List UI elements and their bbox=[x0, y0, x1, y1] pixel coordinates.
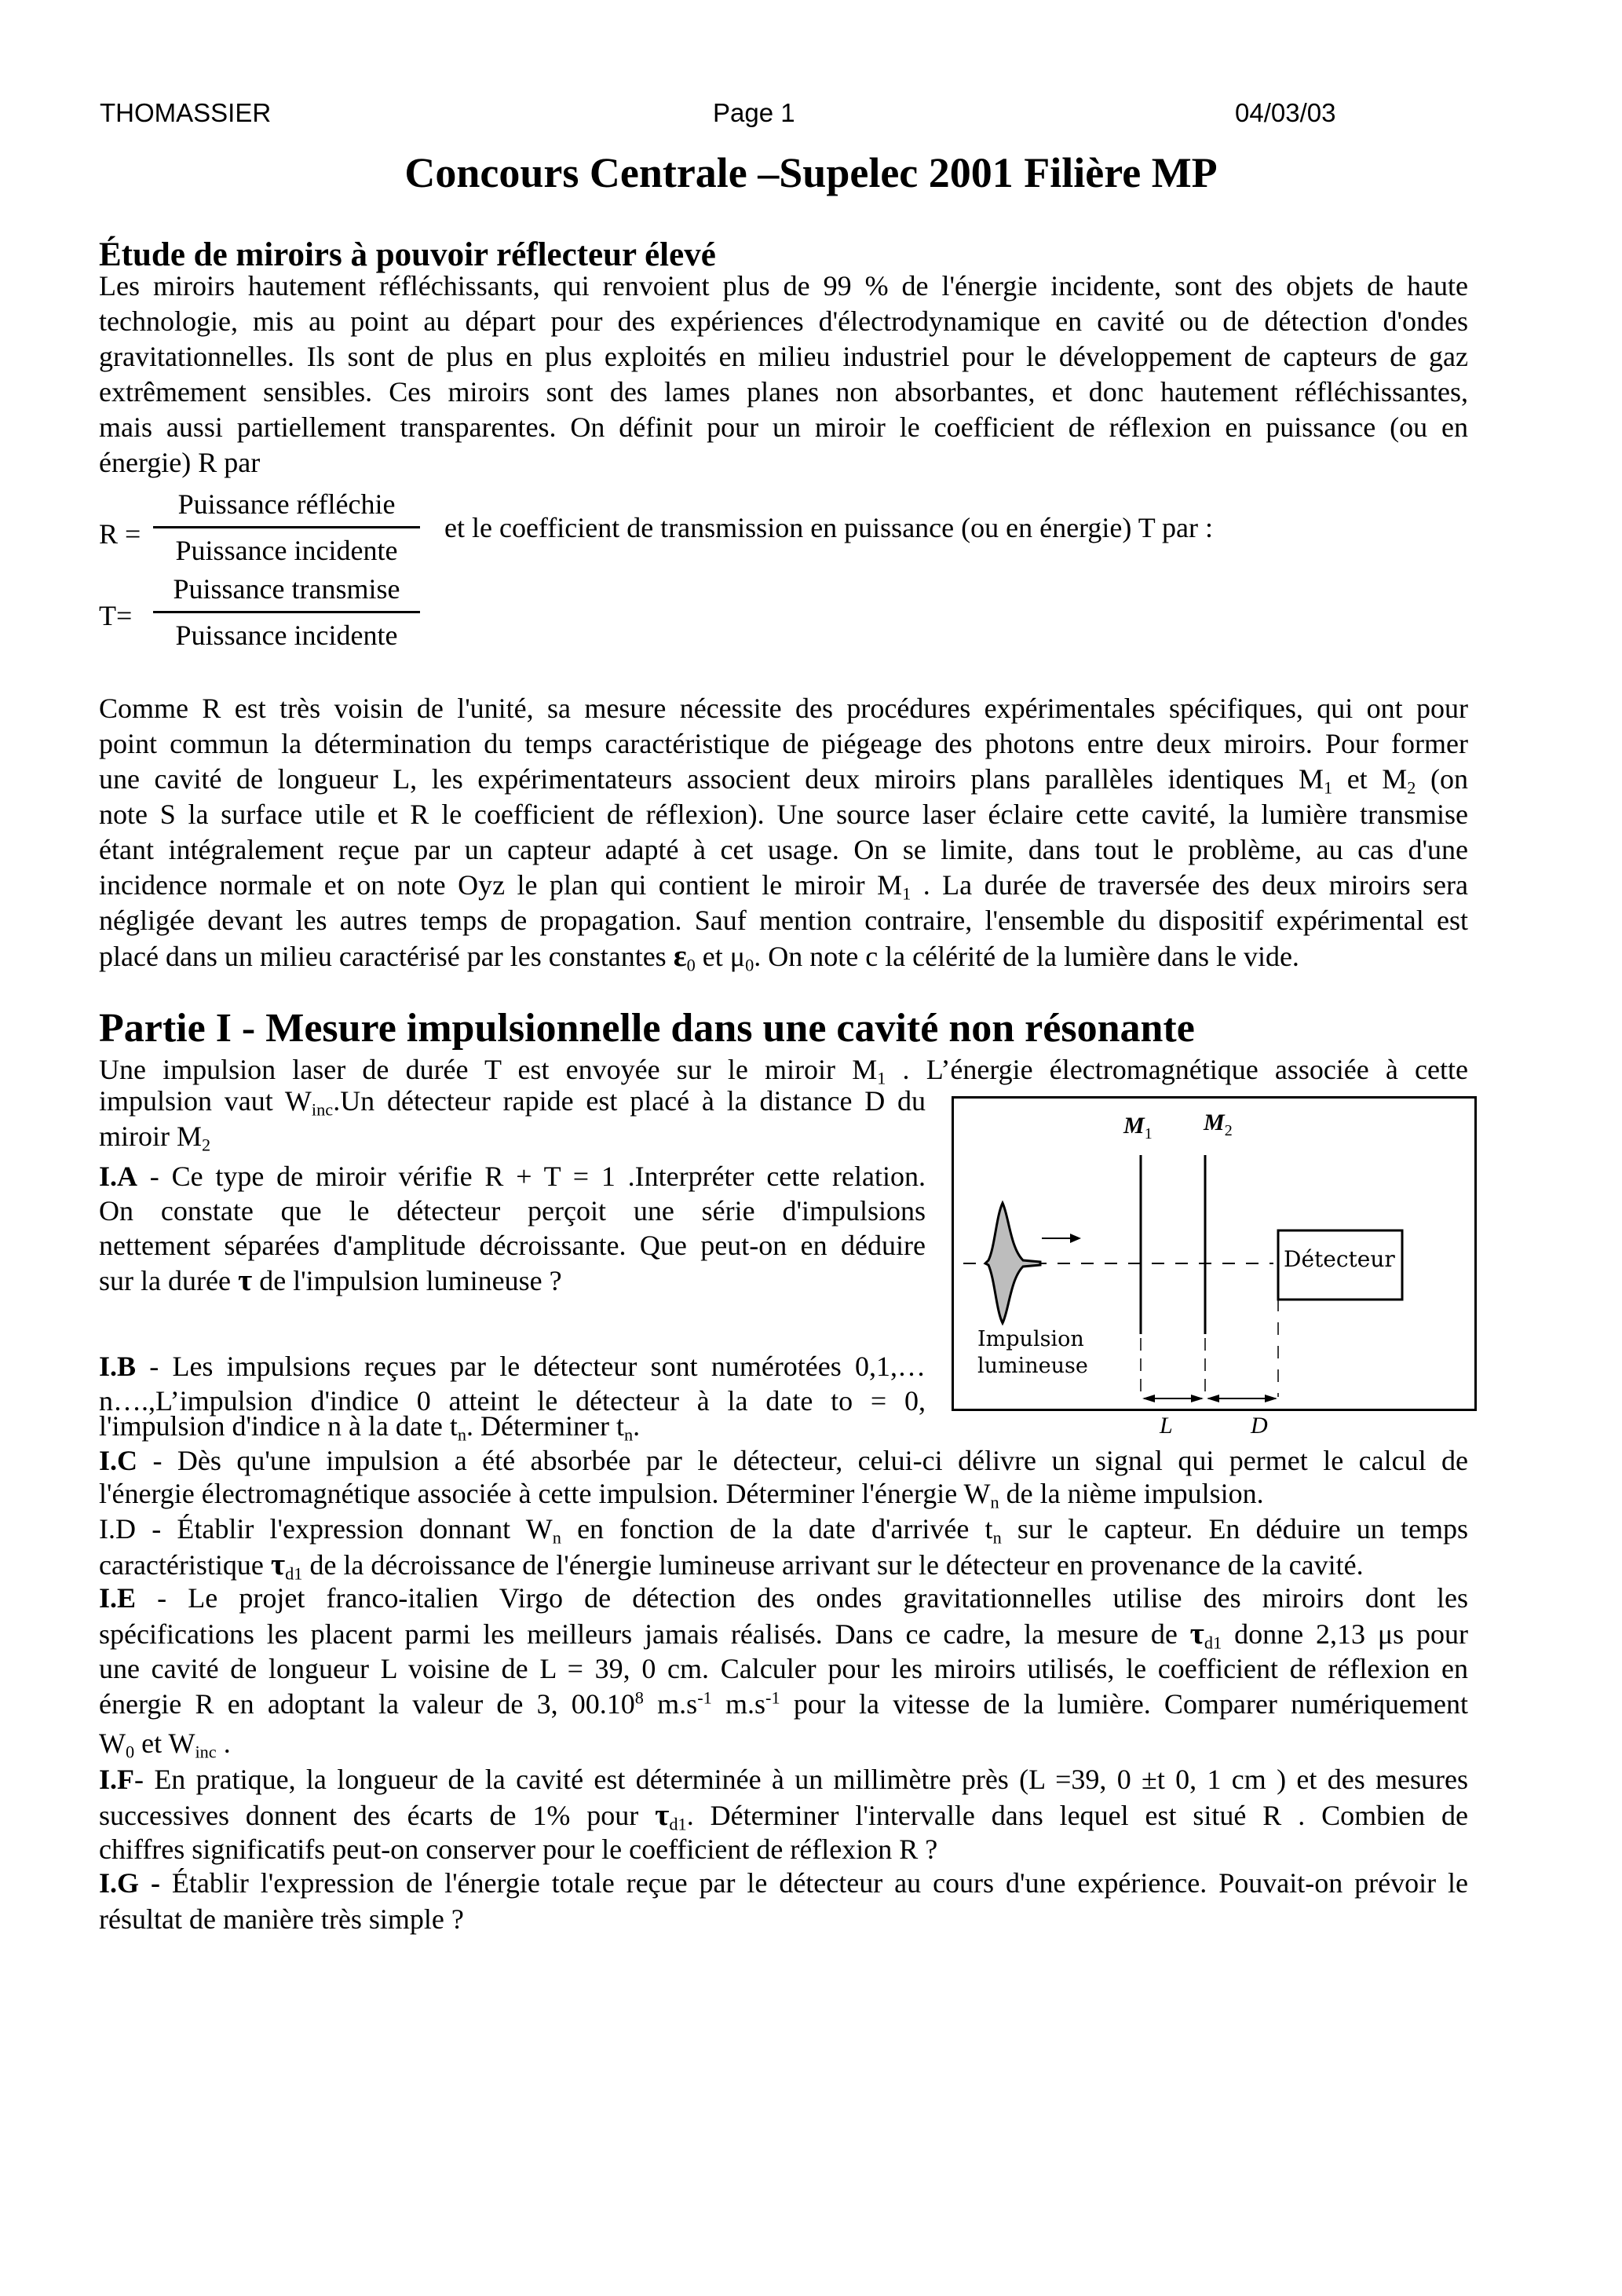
text-line: spécifications les placent parmi les meilleurs jamais réalisés. Dans ce cadre, la mesure de $\tau_{d1}$ donne 2,13 μs pour bbox=[99, 1616, 1468, 1653]
text-line: point commun la détermination du temps caractéristique de piégeage des photons entre deux miroirs. Pour former bbox=[99, 728, 1468, 759]
text-line: miroir $M_2$ bbox=[99, 1121, 211, 1155]
text-line: Les miroirs hautement réfléchissants, qui renvoient plus de 99 % de l'énergie incidente, sont des objets de haute bbox=[99, 270, 1468, 302]
fraction-bar bbox=[153, 526, 420, 528]
formula-r-fraction bbox=[153, 487, 420, 569]
formula-r-numerator: Puissance réfléchie bbox=[177, 488, 396, 520]
detector-label: Détecteur bbox=[1284, 1246, 1395, 1272]
formula-t-label: T= bbox=[99, 600, 133, 631]
dimension-arrow-L bbox=[1142, 1395, 1204, 1402]
document-title: Concours Centrale –Supelec 2001 Filière MP bbox=[404, 149, 1218, 196]
section-heading-partie-1: Partie I - Mesure impulsionnelle dans une cavité non résonante bbox=[99, 1006, 1195, 1051]
text-line: placé dans un milieu caractérisé par les constantes $\varepsilon_0$ et $\mu_0$. On note c la célérité de la lumière dans le vide. bbox=[99, 938, 1299, 975]
text-line: On constate que le détecteur perçoit une série d'impulsions bbox=[99, 1195, 926, 1227]
formula-r-label: R = bbox=[99, 518, 141, 550]
mirror-m1-label: $M_1$ bbox=[1123, 1113, 1153, 1143]
dimension-label-L: L bbox=[1160, 1413, 1173, 1439]
text-line: chiffres significatifs peut-on conserver pour le coefficient de réflexion R ? bbox=[99, 1834, 938, 1865]
text-line: négligée devant les autres temps de propagation. Sauf mention contraire, l'ensemble du dispositif expérimental est bbox=[99, 905, 1468, 936]
mirror-m2-label: $M_2$ bbox=[1204, 1110, 1233, 1139]
text-line: I.C - Dès qu'une impulsion a été absorbée par le détecteur, celui-ci délivre un signal qui permet le calcul de bbox=[99, 1445, 1468, 1476]
text-line: n….,L’impulsion d'indice 0 atteint le détecteur à la date to = 0, bbox=[99, 1385, 926, 1417]
text-line: Comme R est très voisin de l'unité, sa mesure nécessite des procédures expérimentales spécifiques, qui ont pour bbox=[99, 693, 1468, 724]
text-line: une cavité de longueur L, les expérimentateurs associent deux miroirs plans parallèles identiques $M_1$ et $M_2$ (on bbox=[99, 763, 1468, 798]
text-line: résultat de manière très simple ? bbox=[99, 1903, 464, 1935]
text-line: $W_0$ et $W_{inc}$ . bbox=[99, 1727, 231, 1762]
text-line: technologie, mis au point au départ pour des expériences d'électrodynamique en cavité ou de détection d'ondes bbox=[99, 305, 1468, 337]
text-line: une cavité de longueur L voisine de L = 39, 0 cm. Calculer pour les miroirs utilisés, le coefficient de réflexion en bbox=[99, 1653, 1468, 1684]
text-line: l'impulsion d'indice n à la date $t_n$. Déterminer $t_n$. bbox=[99, 1410, 641, 1445]
text-line: caractéristique $\tau_{d1}$ de la décroissance de l'énergie lumineuse arrivant sur le détecteur en provenance de la cavité. bbox=[99, 1547, 1364, 1584]
text-line: I.F- En pratique, la longueur de la cavité est déterminée à un millimètre près (L =39, 0 ±t 0, 1 cm ) et des mesures bbox=[99, 1764, 1468, 1795]
header-date: 04/03/03 bbox=[1235, 98, 1336, 127]
text-line: Une impulsion laser de durée T est envoyée sur le miroir $M_1$ . L’énergie électromagnétique associée à cette bbox=[99, 1054, 1469, 1088]
text-line: successives donnent des écarts de 1% pour $\tau_{d1}$. Déterminer l'intervalle dans lequel est situé R . Combien de bbox=[99, 1797, 1468, 1834]
formula-r-denominator: Puissance incidente bbox=[175, 535, 398, 566]
header-author: THOMASSIER bbox=[100, 98, 272, 127]
text-line: extrêmement sensibles. Ces miroirs sont des lames planes non absorbantes, et donc hautement réfléchissantes, bbox=[99, 376, 1468, 408]
text-line: I.B - Les impulsions reçues par le détecteur sont numérotées 0,1,… bbox=[99, 1351, 926, 1382]
dimension-label-D: D bbox=[1251, 1413, 1268, 1439]
formula-t-numerator: Puissance transmise bbox=[173, 573, 400, 605]
cavity-diagram bbox=[952, 1096, 1477, 1439]
propagation-arrow-icon bbox=[1042, 1234, 1081, 1243]
text-line: mais aussi partiellement transparentes. On définit pour un miroir le coefficient de réflexion en puissance (ou en bbox=[99, 411, 1468, 443]
text-line: I.D - Établir l'expression donnant $W_n$ en fonction de la date d'arrivée $t_n$ sur le capteur. En déduire un temps bbox=[99, 1513, 1468, 1548]
text-line: note S la surface utile et R le coefficient de réflexion). Une source laser éclaire cette cavité, la lumière transmise bbox=[99, 799, 1468, 830]
formula-t-fraction bbox=[153, 572, 420, 654]
header-page-number: Page 1 bbox=[713, 98, 795, 127]
formula-t-denominator: Puissance incidente bbox=[175, 620, 398, 651]
text-line: I.A - Ce type de miroir vérifie R + T = 1 .Interpréter cette relation. bbox=[99, 1161, 926, 1192]
text-line: l'énergie électromagnétique associée à cette impulsion. Déterminer l'énergie $W_n$ de la nième impulsion. bbox=[99, 1478, 1264, 1512]
formula-r-trailing-text: et le coefficient de transmission en puissance (ou en énergie) T par : bbox=[444, 512, 1214, 543]
text-line: nettement séparées d'amplitude décroissante. Que peut-on en déduire bbox=[99, 1230, 926, 1261]
text-line: sur la durée τ de l'impulsion lumineuse ? bbox=[99, 1263, 562, 1297]
pulse-label: Impulsion lumineuse bbox=[977, 1327, 1088, 1378]
text-line: I.G - Établir l'expression de l'énergie totale reçue par le détecteur au cours d'une expérience. Pouvait-on prévoir le bbox=[99, 1867, 1468, 1899]
light-pulse-icon bbox=[985, 1203, 1040, 1323]
fraction-bar bbox=[153, 611, 420, 613]
text-line: énergie R en adoptant la valeur de 3, 00.10$^8$ $m.s^{-1}$ $m.s^{-1}$ pour la vitesse de la lumière. Comparer numériquement bbox=[99, 1687, 1469, 1720]
section-heading-intro: Étude de miroirs à pouvoir réflecteur élevé bbox=[99, 236, 716, 273]
text-line: impulsion vaut $W_{inc}.Un$ détecteur rapide est placé à la distance D du bbox=[99, 1085, 926, 1120]
dimension-arrow-D bbox=[1207, 1395, 1277, 1402]
text-line: énergie) R par bbox=[99, 447, 261, 478]
text-line: gravitationnelles. Ils sont de plus en plus exploités en milieu industriel pour le développement de capteurs de gaz bbox=[99, 341, 1468, 372]
text-line: I.E - Le projet franco-italien Virgo de détection des ondes gravitationnelles utilise des miroirs dont les bbox=[99, 1582, 1468, 1614]
text-line: incidence normale et on note Oyz le plan qui contient le miroir $M_1$ . La durée de traversée des deux miroirs sera bbox=[99, 869, 1468, 904]
text-line: étant intégralement reçue par un capteur adapté à cet usage. On se limite, dans tout le problème, au cas d'une bbox=[99, 834, 1468, 865]
